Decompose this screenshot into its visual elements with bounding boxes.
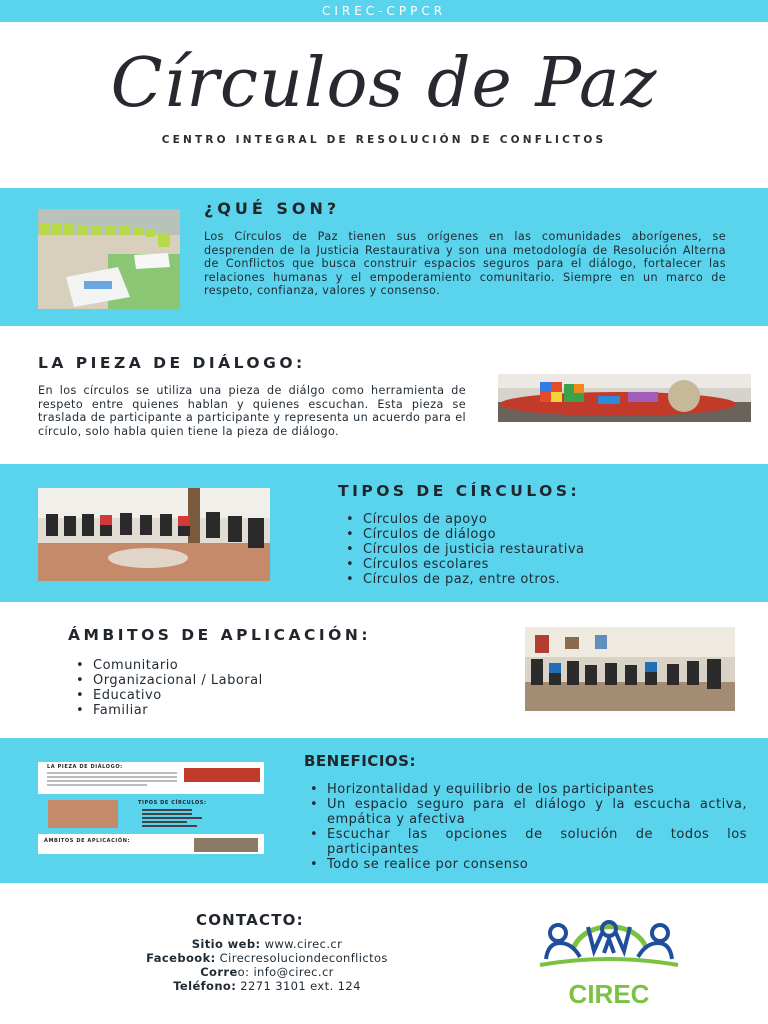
- facebook-link[interactable]: Cirecresoluciondeconflictos: [215, 951, 388, 965]
- list-item: • Un espacio seguro para el diálogo y la escucha activa, empática y afectiva: [307, 797, 747, 827]
- correo-label: Corre: [200, 965, 238, 979]
- beneficios-heading: BENEFICIOS:: [304, 752, 416, 770]
- list-item: • Educativo: [73, 688, 263, 703]
- thumb-ambitos-heading: ÁMBITOS DE APLICACIÓN:: [44, 838, 131, 844]
- phone-number: 2271 3101 ext. 124: [236, 979, 361, 993]
- facebook-label: Facebook:: [146, 951, 216, 965]
- list-item: • Escuchar las opciones de solución de todos los participantes: [307, 827, 747, 857]
- beneficios-list: [307, 782, 747, 872]
- list-item: • Círculos de paz, entre otros.: [343, 572, 585, 587]
- tipos-list: [343, 512, 585, 587]
- pieza-heading: LA PIEZA DE DIÁLOGO:: [38, 354, 306, 372]
- list-item: • Familiar: [73, 703, 263, 718]
- list-item: • Círculos de justicia restaurativa: [343, 542, 585, 557]
- que-son-heading: ¿QUÉ SON?: [204, 199, 341, 218]
- tipos-section: [0, 464, 768, 602]
- tipos-heading: TIPOS DE CÍRCULOS:: [338, 482, 581, 500]
- thumb-pieza-heading: LA PIEZA DE DIÁLOGO:: [47, 764, 123, 770]
- web-label: Sitio web:: [191, 937, 261, 951]
- photo-circle-meeting-icon: [525, 627, 735, 711]
- web-link[interactable]: www.cirec.cr: [260, 937, 343, 951]
- list-item: • Círculos escolares: [343, 557, 585, 572]
- que-son-text: Los Círculos de Paz tienen sus orígenes en las comunidades aborígenes, se desprenden de la Justicia Restaurativa y son una metodología de Resolución Alterna de Conflictos que busca construir espacios seguros para el diálogo, fortalecer las relaciones humanas y el empoderamiento comunitario. Siempre en un marco de respeto, confianza, valores y consenso.: [204, 230, 726, 298]
- page-title: Círculos de Paz: [110, 44, 658, 123]
- contacto-section: [0, 883, 768, 1024]
- contacto-heading: CONTACTO:: [196, 911, 304, 929]
- photo-classroom-chairs-icon: [38, 209, 180, 309]
- pieza-section: [0, 326, 768, 464]
- photo-dialogue-pieces-icon: [498, 374, 751, 422]
- que-son-section: [0, 188, 768, 326]
- beneficios-section: [0, 738, 768, 883]
- thumb-tipos: [38, 796, 264, 832]
- header: [0, 22, 768, 188]
- ambitos-list: [73, 658, 263, 718]
- thumb-ambitos: [38, 834, 264, 854]
- pieza-text: En los círculos se utiliza una pieza de diálgo como herramienta de respeto entre quienes hablan y quienes escuchan. Esta pieza se traslada de participante a participante y representa un acuerdo para el círculo, solo habla quien tiene la pieza de diálogo.: [38, 384, 466, 438]
- list-item: • Horizontalidad y equilibrio de los participantes: [307, 782, 747, 797]
- top-strip: [0, 0, 768, 22]
- ambitos-section: [0, 602, 768, 738]
- page-subtitle: CENTRO INTEGRAL DE RESOLUCIÓN DE CONFLICTOS: [161, 134, 607, 146]
- thumb-pieza: [38, 762, 264, 794]
- email-link[interactable]: o: info@cirec.cr: [237, 965, 334, 979]
- telefono-label: Teléfono:: [173, 979, 237, 993]
- list-item: • Organizacional / Laboral: [73, 673, 263, 688]
- thumb-tipos-heading: TIPOS DE CÍRCULOS:: [138, 800, 207, 806]
- ambitos-heading: ÁMBITOS DE APLICACIÓN:: [68, 626, 372, 644]
- list-item: • Círculos de diálogo: [343, 527, 585, 542]
- svg-text:CIREC: CIREC: [568, 979, 650, 1009]
- list-item: • Círculos de apoyo: [343, 512, 585, 527]
- cirec-logo-icon: [534, 911, 684, 1011]
- list-item: • Todo se realice por consenso: [307, 857, 747, 872]
- org-strip-text: CIREC-CPPCR: [321, 4, 447, 18]
- photo-circle-group-icon: [38, 488, 270, 581]
- contact-block: [0, 937, 534, 993]
- list-item: • Comunitario: [73, 658, 263, 673]
